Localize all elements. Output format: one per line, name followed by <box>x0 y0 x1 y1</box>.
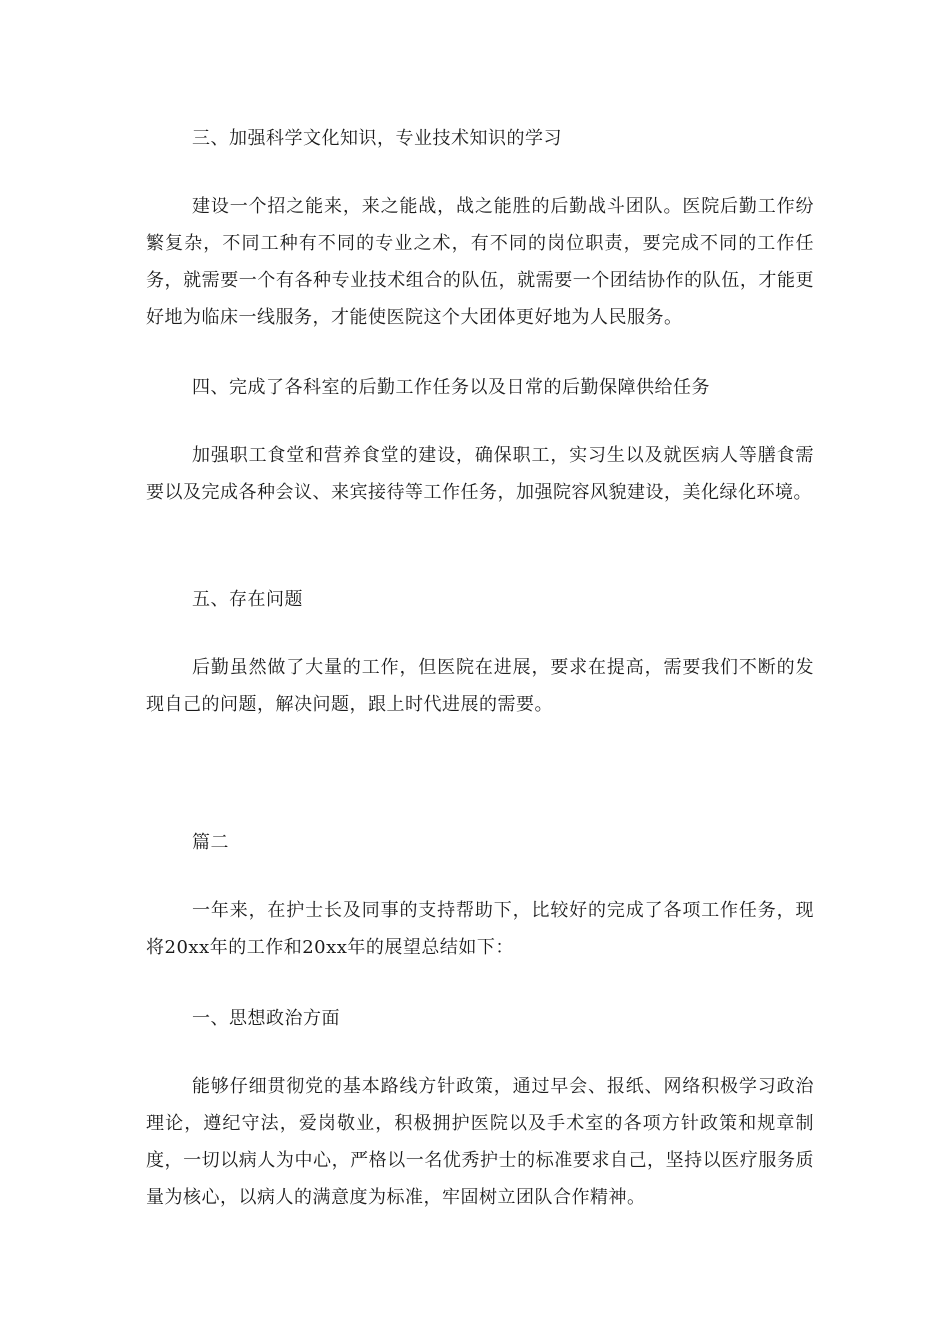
section-paragraph-4: 加强职工食堂和营养食堂的建设，确保职工，实习生以及就医病人等膳食需要以及完成各种会议、来宾接待等工作任务，加强院容风貌建设，美化绿化环境。 <box>146 445 814 503</box>
section-heading-5: 五、存在问题 <box>192 589 303 610</box>
section-heading-1: 一、思想政治方面 <box>192 1008 340 1029</box>
section-paragraph-3: 建设一个招之能来，来之能战，战之能胜的后勤战斗团队。医院后勤工作纷繁复杂，不同工种有不同的专业之术，有不同的岗位职责，要完成不同的工作任务，就需要一个有各种专业技术组合的队伍，就需要一个团结协作的队伍，才能更好地为临床一线服务，才能使医院这个大团体更好地为人民服务。 <box>146 196 814 328</box>
section-paragraph-1: 能够仔细贯彻党的基本路线方针政策，通过早会、报纸、网络积极学习政治理论，遵纪守法，爱岗敬业，积极拥护医院以及手术室的各项方针政策和规章制度，一切以病人为中心，严格以一名优秀护士的标准要求自己，坚持以医疗服务质量为核心，以病人的满意度为标准，牢固树立团队合作精神。 <box>146 1076 814 1208</box>
part-heading-2: 篇二 <box>192 832 229 853</box>
intro-paragraph: 一年来，在护士长及同事的支持帮助下，比较好的完成了各项工作任务，现将20xx年的工作和20xx年的展望总结如下： <box>146 900 814 958</box>
section-paragraph-5: 后勤虽然做了大量的工作，但医院在进展，要求在提高，需要我们不断的发现自己的问题，解决问题，跟上时代进展的需要。 <box>146 657 814 715</box>
section-heading-4: 四、完成了各科室的后勤工作任务以及日常的后勤保障供给任务 <box>192 377 710 398</box>
section-heading-3: 三、加强科学文化知识，专业技术知识的学习 <box>192 128 562 149</box>
